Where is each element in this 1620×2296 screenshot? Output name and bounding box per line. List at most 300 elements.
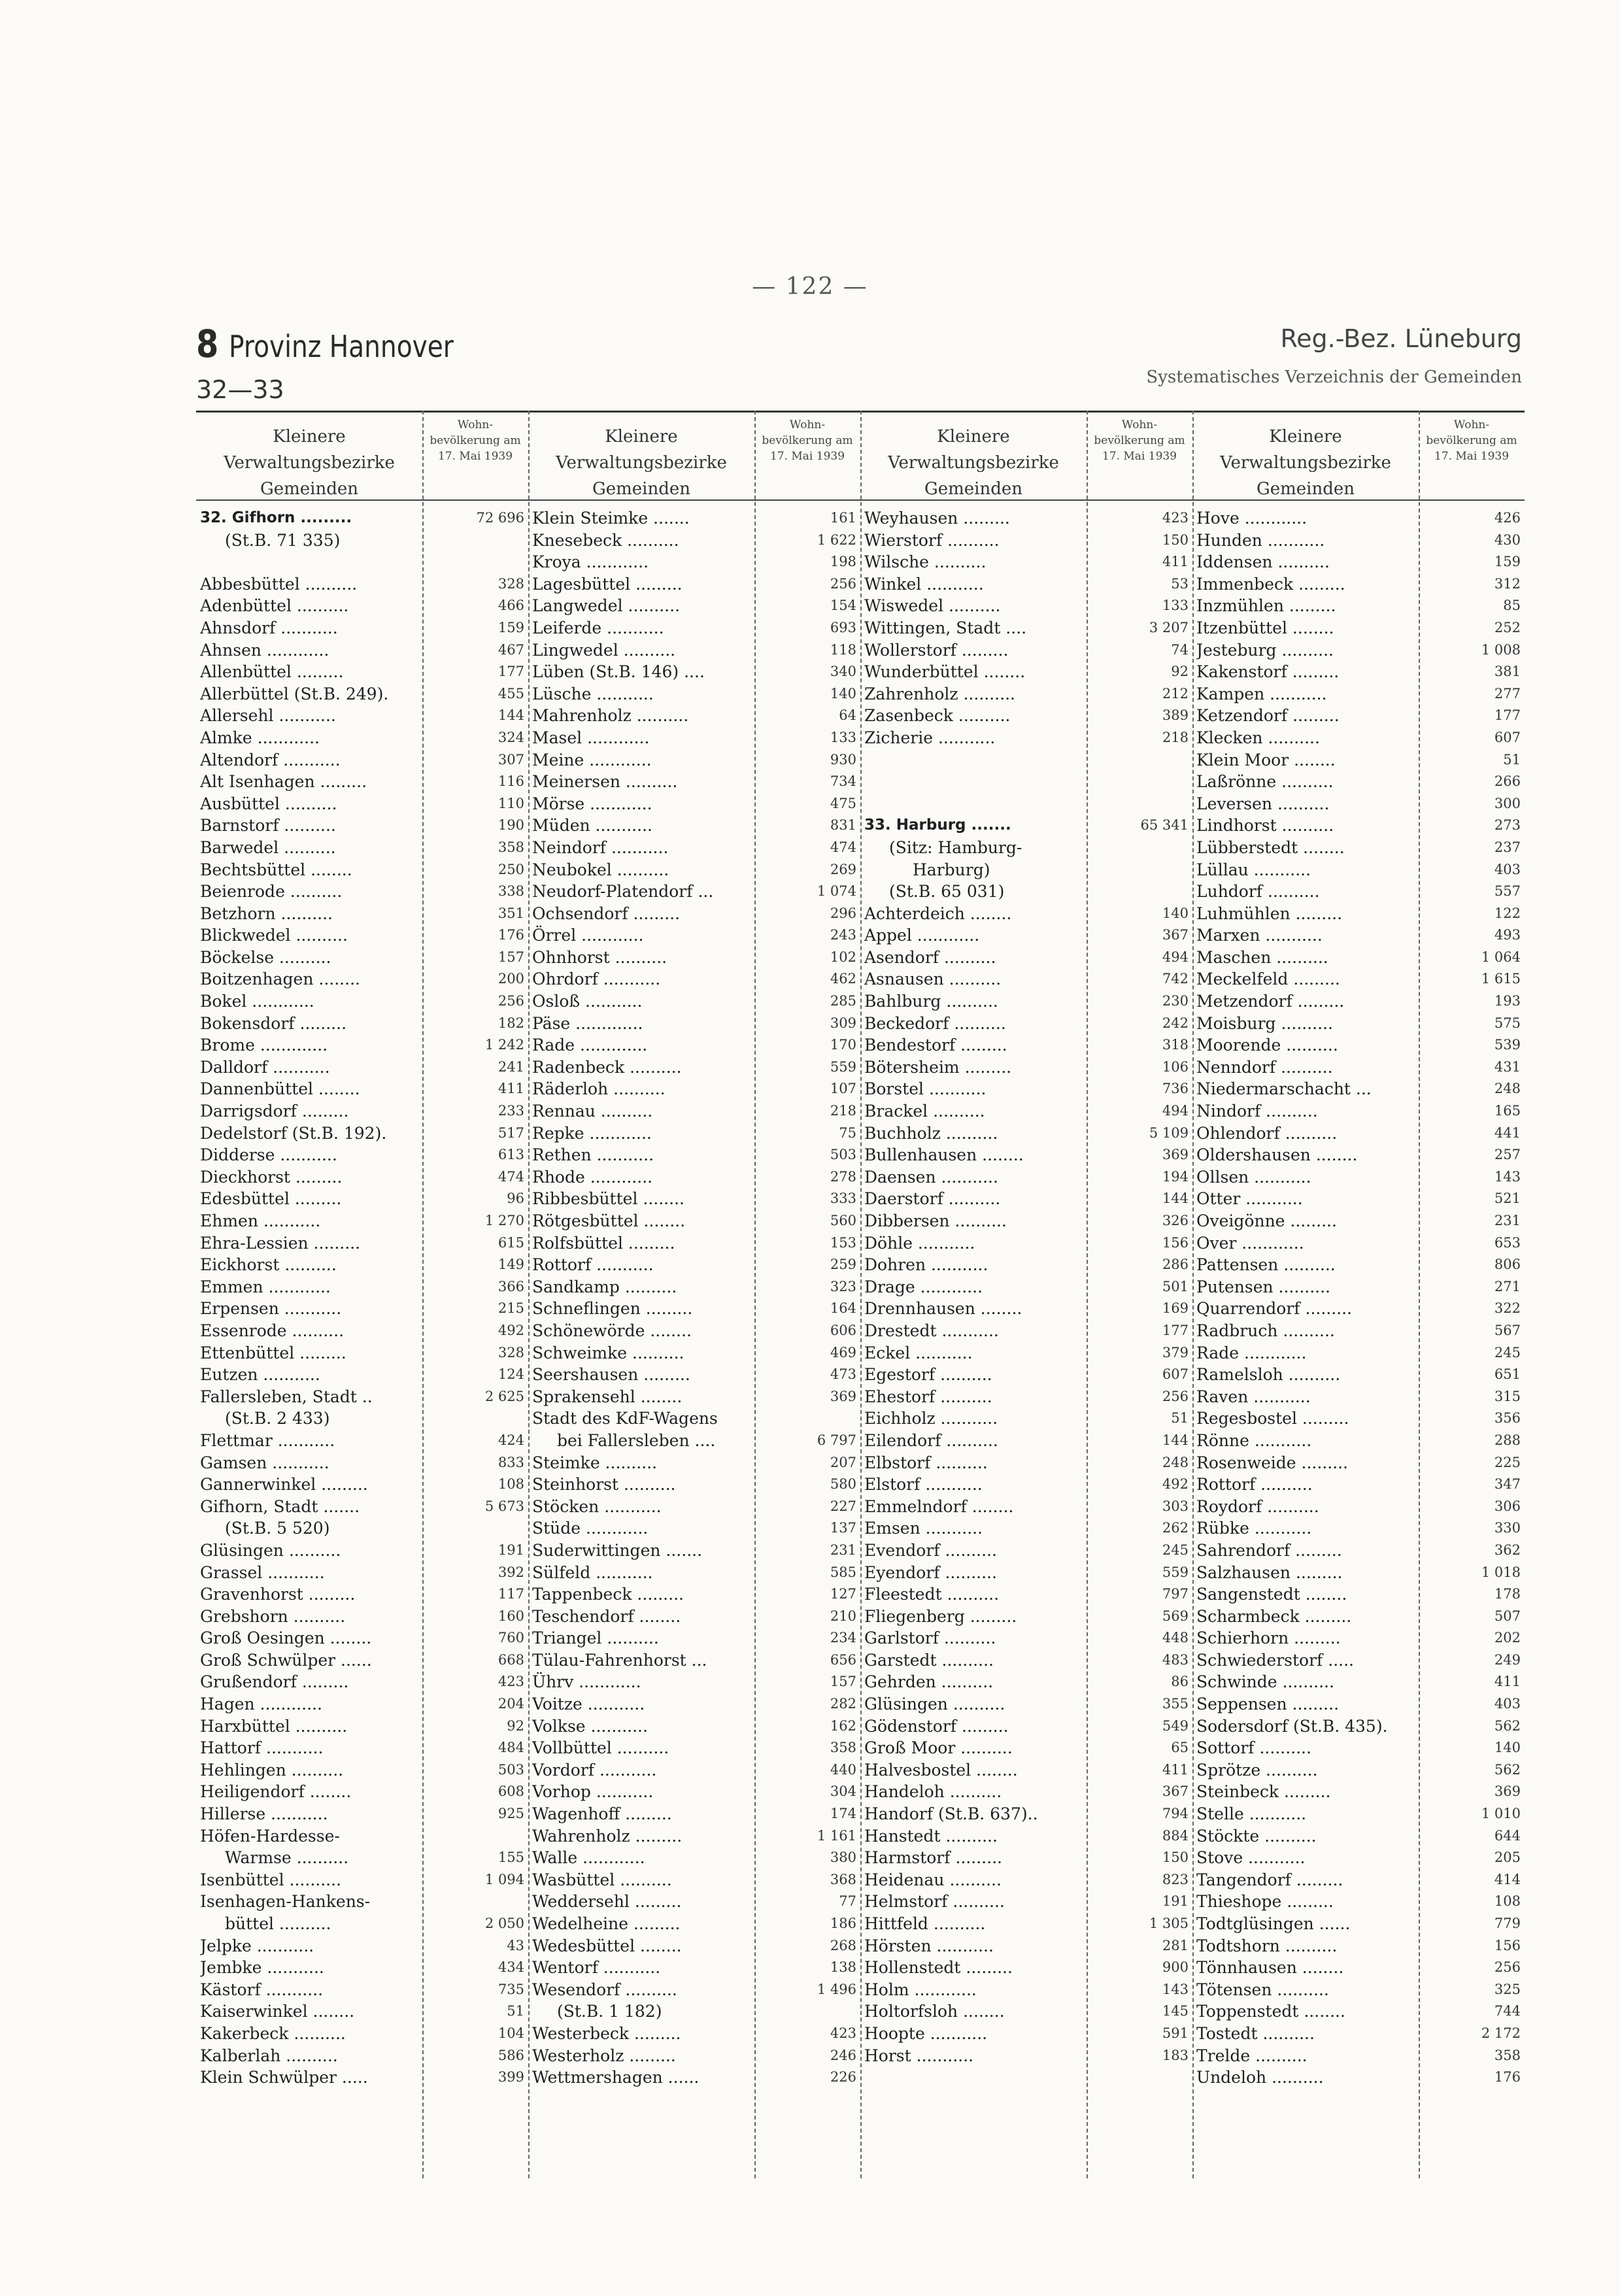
- municipality-name: Groß Oesingen ........: [200, 1629, 372, 1648]
- population-value: 381: [1494, 664, 1521, 680]
- table-row: [1192, 837, 1521, 859]
- population-value: 615: [498, 1234, 524, 1251]
- population-value: 1 305: [1149, 1916, 1189, 1931]
- population-value: 333: [830, 1190, 856, 1207]
- municipality-name: Zicherie ...........: [864, 728, 996, 747]
- table-row: [860, 573, 1189, 596]
- population-value: 338: [498, 883, 524, 900]
- population-value: 330: [1494, 1520, 1521, 1536]
- population-value: 501: [1162, 1278, 1189, 1294]
- population-value: 256: [830, 575, 856, 592]
- table-row: [1192, 595, 1521, 617]
- municipality-name: Ochsendorf .........: [532, 903, 681, 923]
- table-row: [1192, 551, 1521, 573]
- table-row: [528, 1123, 856, 1145]
- population-value: 351: [498, 905, 524, 921]
- population-value: 434: [498, 1959, 524, 1976]
- municipality-name: Fliegenberg .........: [864, 1606, 1017, 1626]
- column-header-group-2: [528, 411, 860, 499]
- table-row: [1192, 617, 1521, 639]
- municipality-name: Ohlendorf ..........: [1196, 1123, 1338, 1143]
- municipality-name: Todtglüsingen ......: [1196, 1914, 1351, 1933]
- table-row: [860, 1649, 1189, 1672]
- table-row: [860, 1847, 1189, 1869]
- table-row: [860, 1320, 1189, 1342]
- municipality-name: Thieshope .........: [1196, 1892, 1334, 1912]
- population-value: 150: [1162, 1849, 1189, 1866]
- municipality-name: Toppenstedt ........: [1196, 2002, 1345, 2021]
- table-row: [860, 683, 1189, 705]
- population-value: 204: [498, 1696, 524, 1712]
- population-value: 1 270: [484, 1213, 524, 1228]
- table-row: [528, 1781, 856, 1803]
- municipality-name: Sodersdorf (St.B. 435).: [1196, 1716, 1388, 1736]
- municipality-name: Emmen ............: [200, 1277, 331, 1296]
- municipality-name: Wedesbüttel ........: [532, 1936, 682, 1955]
- table-row: [196, 924, 524, 947]
- population-value: 742: [1162, 971, 1189, 987]
- municipality-name: Masel ............: [532, 728, 650, 747]
- table-row: [196, 1649, 524, 1672]
- population-value: 389: [1162, 707, 1189, 724]
- table-row: [196, 530, 422, 552]
- table-row: [196, 1123, 524, 1145]
- table-row: [1192, 1693, 1521, 1715]
- population-value: 273: [1494, 817, 1521, 834]
- population-value: 322: [1494, 1300, 1521, 1317]
- table-row: [528, 1232, 856, 1255]
- municipality-name: Sprötze ..........: [1196, 1760, 1318, 1780]
- population-value: 326: [1162, 1213, 1189, 1228]
- population-value: 340: [830, 664, 856, 680]
- municipality-name: Teschendorf ........: [532, 1606, 681, 1626]
- municipality-name: Jembke ...........: [200, 1958, 324, 1978]
- population-value: 521: [1494, 1190, 1521, 1207]
- table-row: [528, 1144, 856, 1166]
- municipality-name: Harmstorf .........: [864, 1848, 1002, 1868]
- population-column-header: Wohn- bevölkerung am 17. Mai 1939: [1094, 418, 1185, 463]
- municipality-name: Ramelsloh ..........: [1196, 1365, 1341, 1385]
- municipality-name: Stöckte ..........: [1196, 1826, 1317, 1846]
- name-column-header: Kleinere Verwaltungsbezirke Gemeinden: [1220, 427, 1391, 499]
- population-value: 277: [1494, 685, 1521, 701]
- table-row: [1192, 793, 1521, 815]
- municipality-name: Schierhorn .........: [1196, 1629, 1341, 1648]
- population-value: 328: [498, 1344, 524, 1360]
- table-row: [528, 947, 856, 969]
- municipality-name: Raven ...........: [1196, 1387, 1311, 1406]
- population-value: 441: [1494, 1124, 1521, 1141]
- municipality-name: Radenbeck ..........: [532, 1057, 682, 1077]
- municipality-name: Wedelheine .........: [532, 1914, 681, 1933]
- population-value: 231: [830, 1542, 856, 1558]
- table-row: [196, 947, 524, 969]
- municipality-name: Bokel ............: [200, 992, 314, 1011]
- table-row: [528, 1627, 856, 1649]
- table-row: [196, 683, 524, 705]
- population-value: 744: [1494, 2003, 1521, 2019]
- table-row: [528, 661, 856, 683]
- table-row: [1192, 990, 1521, 1013]
- population-value: 176: [498, 927, 524, 943]
- municipality-name: Lüsche ...........: [532, 684, 654, 703]
- table-row: [196, 2023, 524, 2045]
- population-value: 246: [830, 2047, 856, 2063]
- table-row: [860, 1825, 1189, 1848]
- population-value: 268: [830, 1937, 856, 1953]
- table-row: [528, 2001, 754, 2023]
- table-row: [528, 1364, 856, 1386]
- municipality-name: Hehlingen ..........: [200, 1760, 344, 1780]
- municipality-name: Bokensdorf .........: [200, 1013, 347, 1033]
- table-row: [1192, 1715, 1521, 1738]
- table-row: [1192, 1474, 1521, 1496]
- table-row: [1192, 1517, 1521, 1540]
- population-value: 215: [498, 1300, 524, 1317]
- municipality-name: Hittfeld ..........: [864, 1914, 986, 1933]
- table-row: [1192, 1144, 1521, 1166]
- population-value: 182: [498, 1015, 524, 1031]
- population-value: 925: [498, 1806, 524, 1822]
- municipality-name: Harburg): [913, 860, 990, 879]
- population-value: 198: [830, 554, 856, 570]
- table-row: [1192, 881, 1521, 903]
- municipality-name: Elbstorf ..........: [864, 1453, 988, 1472]
- population-value: 245: [1162, 1542, 1189, 1558]
- population-value: 108: [498, 1476, 524, 1493]
- table-row: [860, 837, 1087, 859]
- table-row: [196, 1100, 524, 1123]
- municipality-name: Schwinde ..........: [1196, 1672, 1334, 1692]
- population-value: 736: [1162, 1081, 1189, 1097]
- table-row: [196, 771, 524, 793]
- population-value: 92: [1171, 664, 1189, 680]
- table-row: [860, 507, 1189, 530]
- table-row: [528, 1430, 856, 1452]
- table-row: [1192, 1210, 1521, 1232]
- municipality-name: Ribbesbüttel ........: [532, 1189, 684, 1209]
- population-value: 248: [1162, 1454, 1189, 1470]
- municipality-name: Drestedt ...........: [864, 1321, 999, 1340]
- table-row: [1192, 1254, 1521, 1276]
- municipality-name: Lübberstedt ........: [1196, 837, 1345, 857]
- province-header: [196, 322, 494, 404]
- population-value: 155: [498, 1849, 524, 1866]
- table-row: [196, 881, 524, 903]
- table-row: [196, 1606, 524, 1628]
- table-row: [528, 1342, 856, 1364]
- municipality-name: Salzhausen .........: [1196, 1562, 1343, 1582]
- municipality-name: Helmstorf ..........: [864, 1892, 1005, 1912]
- population-value: 358: [498, 839, 524, 855]
- population-value: 503: [830, 1147, 856, 1163]
- municipality-name: Over ............: [1196, 1233, 1304, 1253]
- table-row: [860, 1232, 1189, 1255]
- population-value: 202: [1494, 1630, 1521, 1646]
- table-row: [196, 1034, 524, 1056]
- municipality-name: Zasenbeck ..........: [864, 706, 1011, 726]
- population-value: 162: [830, 1717, 856, 1734]
- population-value: 469: [830, 1344, 856, 1360]
- population-value: 318: [1162, 1037, 1189, 1053]
- table-row: [860, 727, 1189, 749]
- municipality-name: Bechtsbüttel ........: [200, 860, 352, 879]
- table-row: [1192, 2045, 1521, 2067]
- municipality-name: Laßrönne ..........: [1196, 772, 1334, 792]
- population-value: 138: [830, 1959, 856, 1976]
- population-value: 367: [1162, 1783, 1189, 1800]
- municipality-name: Handorf (St.B. 637)..: [864, 1804, 1038, 1824]
- population-value: 140: [1494, 1740, 1521, 1756]
- table-row: [528, 1913, 856, 1935]
- municipality-name: Metzendorf .........: [1196, 992, 1345, 1011]
- municipality-name: Achterdeich ........: [864, 903, 1012, 923]
- municipality-name: Ührv ............: [532, 1672, 641, 1692]
- municipality-name: Barwedel ..........: [200, 837, 336, 857]
- table-row: [1192, 639, 1521, 662]
- population-value: 440: [830, 1761, 856, 1778]
- table-row: [528, 1034, 856, 1056]
- population-value: 43: [507, 1937, 524, 1953]
- population-value: 358: [1494, 2047, 1521, 2063]
- table-row: [1192, 507, 1521, 530]
- municipality-name: Heidenau ..........: [864, 1870, 1002, 1889]
- population-value: 607: [1162, 1366, 1189, 1383]
- table-row: [196, 1562, 524, 1584]
- table-row: [1192, 1342, 1521, 1364]
- municipality-name: Eickhorst ..........: [200, 1255, 337, 1275]
- table-row: [196, 1957, 524, 1979]
- municipality-name: Allerbüttel (St.B. 249).: [200, 684, 389, 703]
- municipality-name: Weyhausen .........: [864, 509, 1010, 528]
- table-row: [196, 815, 524, 837]
- population-value: 278: [830, 1168, 856, 1185]
- table-row: [860, 1013, 1189, 1035]
- population-value: 586: [498, 2047, 524, 2063]
- municipality-name: Holm ............: [864, 1980, 977, 1999]
- table-row: [1192, 683, 1521, 705]
- municipality-name: Steinbeck .........: [1196, 1782, 1331, 1802]
- table-row: [528, 1188, 856, 1210]
- municipality-name: Gannerwinkel .........: [200, 1475, 368, 1494]
- municipality-name: Seppensen .........: [1196, 1695, 1340, 1714]
- table-row: [860, 815, 1189, 837]
- population-value: 133: [830, 729, 856, 745]
- population-value: 1 008: [1481, 641, 1521, 658]
- population-value: 256: [1494, 1959, 1521, 1976]
- municipality-name: Otter ...........: [1196, 1189, 1303, 1209]
- table-row: [196, 2001, 524, 2023]
- municipality-name: Stöcken ...........: [532, 1496, 662, 1516]
- population-value: 285: [830, 993, 856, 1009]
- table-row: [528, 1298, 856, 1320]
- table-row: [1192, 1847, 1521, 1869]
- table-row: [528, 1474, 856, 1496]
- table-row: [860, 1123, 1189, 1145]
- population-value: 559: [1162, 1564, 1189, 1580]
- municipality-name: Isenbüttel ..........: [200, 1870, 342, 1889]
- municipality-name: bei Fallersleben ....: [557, 1430, 716, 1450]
- population-value: 779: [1494, 1916, 1521, 1931]
- population-value: 176: [1494, 2069, 1521, 2085]
- population-value: 494: [1162, 1103, 1189, 1119]
- table-row: [1192, 705, 1521, 727]
- table-row: [860, 771, 1087, 793]
- population-value: 411: [1494, 1674, 1521, 1690]
- table-row: [1192, 749, 1521, 771]
- municipality-name: Örrel ............: [532, 926, 644, 945]
- column-header-group-3: [860, 411, 1192, 499]
- population-value: 106: [1162, 1058, 1189, 1075]
- table-row: [196, 1671, 524, 1693]
- municipality-name: Vordorf ...........: [532, 1760, 657, 1780]
- municipality-name: Böckelse ..........: [200, 947, 331, 967]
- table-row: [860, 881, 1087, 903]
- municipality-name: Gehrden ..........: [864, 1672, 994, 1692]
- population-value: 656: [830, 1651, 856, 1668]
- table-row: [860, 1517, 1189, 1540]
- municipality-name: Harxbüttel ..........: [200, 1716, 348, 1736]
- municipality-name: Wittingen, Stadt ....: [864, 618, 1027, 637]
- municipality-name: Voitze ...........: [532, 1695, 645, 1714]
- data-column-3: [860, 507, 1192, 2067]
- population-value: 252: [1494, 619, 1521, 635]
- municipality-name: Meine ............: [532, 750, 652, 769]
- municipality-name: Klein Moor ........: [1196, 750, 1336, 769]
- population-value: 153: [830, 1234, 856, 1251]
- population-value: 823: [1162, 1871, 1189, 1887]
- municipality-name: Päse .............: [532, 1013, 643, 1033]
- table-row: [860, 1474, 1189, 1496]
- population-value: 575: [1494, 1015, 1521, 1031]
- municipality-name: (St.B. 1 182): [557, 2002, 662, 2021]
- population-value: 608: [498, 1783, 524, 1800]
- population-value: 257: [1494, 1147, 1521, 1163]
- table-row: [860, 1056, 1189, 1079]
- population-value: 368: [830, 1871, 856, 1887]
- population-value: 403: [1494, 861, 1521, 877]
- population-value: 193: [1494, 993, 1521, 1009]
- population-value: 323: [830, 1278, 856, 1294]
- table-row: [860, 1606, 1189, 1628]
- table-row: [1192, 947, 1521, 969]
- population-value: 177: [1494, 707, 1521, 724]
- population-value: 328: [498, 575, 524, 592]
- population-value: 309: [830, 1015, 856, 1031]
- population-value: 358: [830, 1740, 856, 1756]
- population-value: 430: [1494, 532, 1521, 548]
- population-value: 347: [1494, 1476, 1521, 1493]
- population-value: 133: [1162, 598, 1189, 614]
- table-row: [1192, 2001, 1521, 2023]
- table-row: [196, 1583, 524, 1606]
- population-value: 585: [830, 1564, 856, 1580]
- municipality-name: Todtshorn ..........: [1196, 1936, 1338, 1955]
- population-value: 399: [498, 2069, 524, 2085]
- table-row: [528, 1583, 856, 1606]
- municipality-name: büttel ..........: [225, 1914, 331, 1933]
- municipality-name: Dalldorf ...........: [200, 1057, 330, 1077]
- population-value: 169: [1162, 1300, 1189, 1317]
- population-value: 831: [830, 817, 856, 834]
- municipality-name: Eyendorf ..........: [864, 1562, 997, 1582]
- table-row: [1192, 573, 1521, 596]
- population-value: 117: [498, 1586, 524, 1602]
- table-row: [860, 1979, 1189, 2001]
- table-row: [196, 1276, 524, 1298]
- table-row: [196, 1496, 524, 1518]
- population-value: 3 207: [1149, 619, 1189, 635]
- population-value: 149: [498, 1257, 524, 1273]
- population-value: 448: [1162, 1630, 1189, 1646]
- population-value: 256: [1162, 1388, 1189, 1404]
- table-row: [196, 1913, 524, 1935]
- table-row: [860, 1781, 1189, 1803]
- population-value: 423: [498, 1674, 524, 1690]
- population-column-header: Wohn- bevölkerung am 17. Mai 1939: [762, 418, 853, 463]
- municipality-name: Wierstorf ..........: [864, 530, 1000, 550]
- municipality-name: Horst ...........: [864, 2046, 974, 2065]
- municipality-name: Daensen ...........: [864, 1167, 998, 1187]
- table-row: [196, 793, 524, 815]
- table-row: [1192, 1364, 1521, 1386]
- population-value: 760: [498, 1630, 524, 1646]
- municipality-name: Drennhausen ........: [864, 1299, 1022, 1319]
- column-header-group-1: [196, 411, 528, 499]
- table-row: [528, 859, 856, 881]
- municipality-name: Ollsen ...........: [1196, 1167, 1311, 1187]
- table-row: [860, 639, 1189, 662]
- population-value: 5 109: [1149, 1124, 1189, 1141]
- table-row: [860, 1276, 1189, 1298]
- table-row: [528, 1825, 856, 1848]
- municipality-name: Hillerse ...........: [200, 1804, 328, 1824]
- table-row: [1192, 1803, 1521, 1825]
- municipality-name: Gödenstorf .........: [864, 1716, 1009, 1736]
- table-row: [196, 1364, 524, 1386]
- municipality-name: Oldershausen ........: [1196, 1145, 1358, 1165]
- municipality-name: (St.B. 2 433): [225, 1409, 330, 1428]
- municipality-name: Niedermarschacht ...: [1196, 1079, 1372, 1099]
- table-row: [528, 903, 856, 925]
- municipality-name: Wentorf ...........: [532, 1958, 661, 1978]
- municipality-name: Holtorfsloh ........: [864, 2002, 1005, 2021]
- municipality-name: Allersehl ...........: [200, 706, 336, 726]
- municipality-name: Brome .............: [200, 1036, 328, 1055]
- table-row: [196, 661, 524, 683]
- table-row: [860, 2023, 1189, 2045]
- province-number: 8: [196, 322, 219, 366]
- population-value: 557: [1494, 883, 1521, 900]
- municipality-name: Bullenhausen ........: [864, 1145, 1024, 1165]
- population-value: 165: [1494, 1103, 1521, 1119]
- population-value: 207: [830, 1454, 856, 1470]
- population-value: 312: [1494, 575, 1521, 592]
- municipality-name: Essenrode ..........: [200, 1321, 345, 1340]
- table-row: [860, 1452, 1189, 1474]
- data-column-1: [196, 507, 528, 2089]
- municipality-name: Tötensen ..........: [1196, 1980, 1329, 1999]
- municipality-name: Rosenweide .........: [1196, 1453, 1349, 1472]
- municipality-name: Gamsen ...........: [200, 1453, 329, 1472]
- population-value: 356: [1494, 1410, 1521, 1427]
- municipality-name: Drage ............: [864, 1277, 983, 1296]
- population-value: 237: [1494, 839, 1521, 855]
- table-row: [196, 2067, 524, 2089]
- population-value: 144: [498, 707, 524, 724]
- table-row: [196, 1627, 524, 1649]
- table-row: [528, 727, 856, 749]
